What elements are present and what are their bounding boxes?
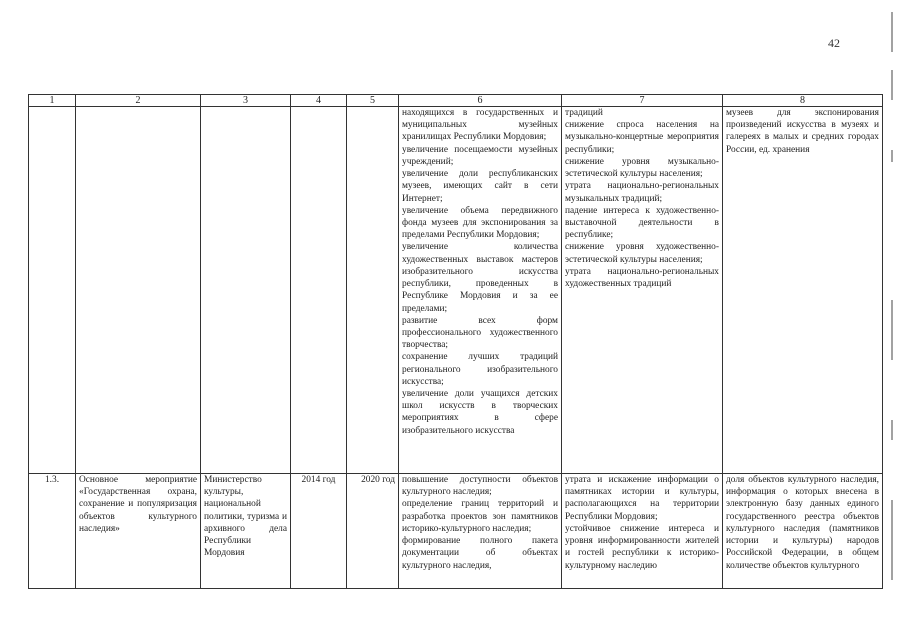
program-table [28,94,883,589]
table-cell-event [76,107,201,474]
table-cell-indicators: музеев для экспонирования произведений искусства в музеях и галереях в малых и средних городах России, ед. хранения [723,107,883,474]
header-cell: 1 [29,95,76,107]
header-cell: 4 [291,95,347,107]
table-cell-end: 2020 год [347,474,399,589]
table-header-row [29,95,883,107]
table-row [29,474,883,589]
header-cell: 6 [399,95,562,107]
table-cell-indicators: доля объектов культурного наследия, информация о которых внесена в электронную базу данных единого государственного реестра объектов культурного наследия (памятников истории и культуры) народов Российской Федерации, в общем количестве объектов культурного [723,474,883,589]
page-number: 42 [828,36,840,50]
scan-edge-artifact [885,0,905,640]
table-row [29,107,883,474]
table-cell-executor [201,107,291,474]
table-cell-consequences: традиций снижение спроса населения на музыкально-концертные мероприятия республики; снижение уровня музыкально-эстетической культуры населения; утрата национально-региональных музыкальных традиций; падение интереса к художественно-выставочной деятельности в республике; снижение уровня художественно-эстетической культуры населения; утрата национально-региональных художественных традиций [562,107,723,474]
header-cell: 8 [723,95,883,107]
header-cell: 7 [562,95,723,107]
table-cell-number [29,107,76,474]
table-cell-start: 2014 год [291,474,347,589]
table-cell-number: 1.3. [29,474,76,589]
table-cell-expected-result: находящихся в государственных и муниципальных музейных хранилищах Республики Мордовия; увеличение посещаемости музейных учреждений; увеличение доли республиканских музеев, имеющих сайт в сети Интернет; увеличение объема передвижного фонда музеев для экспонирования за пределами Республики Мордовия; увеличение количества художественных выставок мастеров изобразительного искусства республики, проведенных в Республике Мордовия и за ее пределами; развитие всех форм профессионального художественного творчества; сохранение лучших традиций регионального изобразительного искусства; увеличение доли учащихся детских школ искусств в творческих мероприятиях в сфере изобразительного искусства [399,107,562,474]
header-cell: 5 [347,95,399,107]
header-cell: 3 [201,95,291,107]
header-cell: 2 [76,95,201,107]
table-cell-consequences: утрата и искажение информации о памятниках истории и культуры, располагающихся на территории Республики Мордовия; устойчивое снижение интереса и уровня информированности жителей и гостей республики к историко-культурному наследию [562,474,723,589]
table-cell-start [291,107,347,474]
table-cell-end [347,107,399,474]
table-cell-executor: Министерство культуры, национальной политики, туризма и архивного дела Республики Мордовия [201,474,291,589]
table-cell-event: Основное мероприятие «Государственная охрана, сохранение и популяризация объектов культурного наследия» [76,474,201,589]
table-cell-expected-result: повышение доступности объектов культурного наследия; определение границ территорий и разработка проектов зон памятников историко-культурного наследия; формирование полного пакета документации об объектах культурного наследия, [399,474,562,589]
